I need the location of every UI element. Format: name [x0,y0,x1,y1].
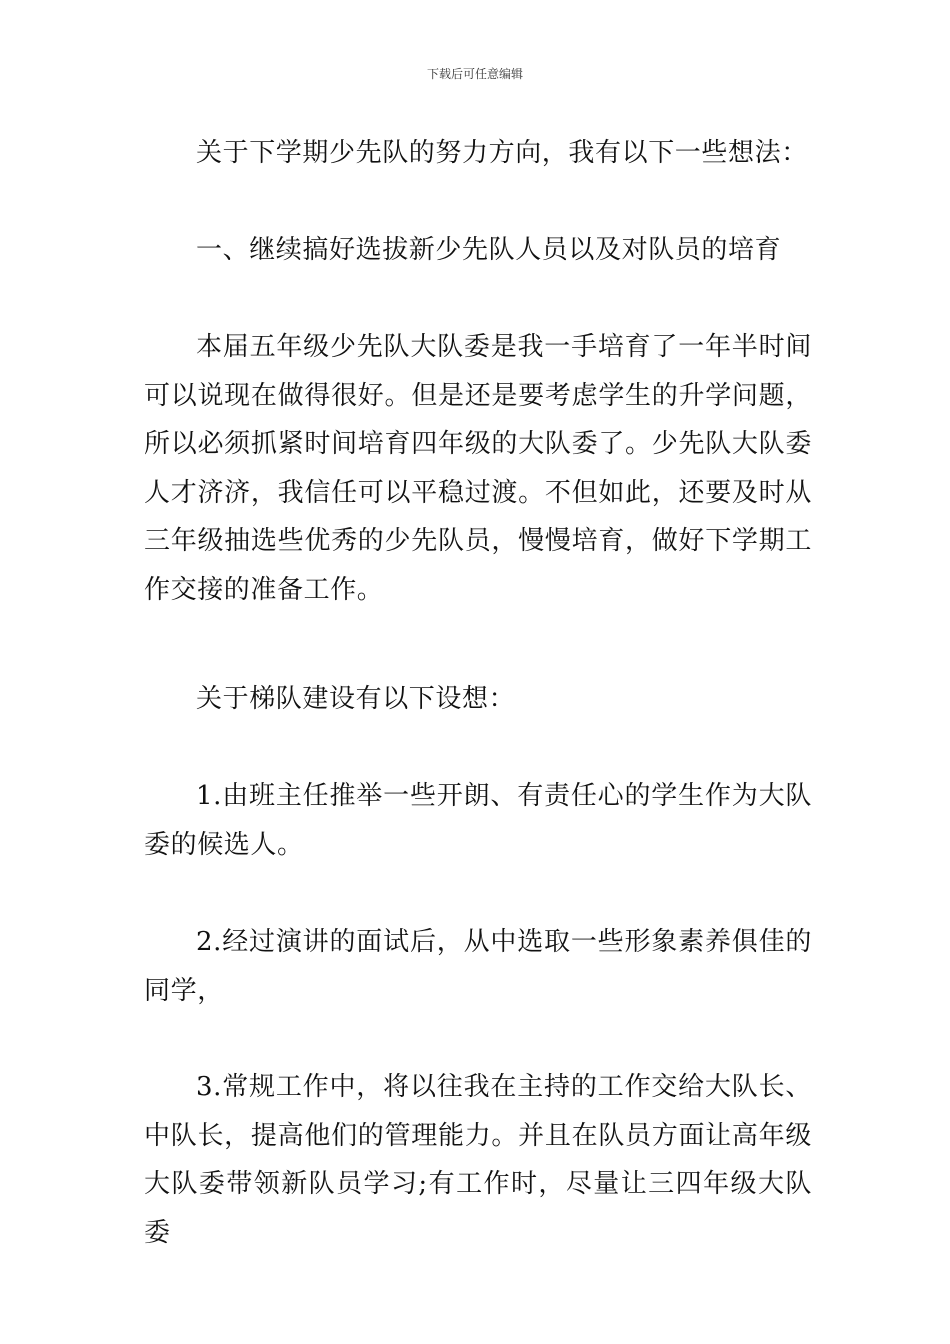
list-item-1 [144,772,812,869]
section-heading-1 [144,226,812,275]
paragraph-text: 本届五年级少先队大队委是我一手培育了一年半时间可以说现在做得很好。但是还是要考虑学生的升学问题，所以必须抓紧时间培育四年级的大队委了。少先队大队委人才济济，我信任可以平稳过渡。不但如此，还要及时从三年级抽选些优秀的少先队员，慢慢培育，做好下学期工作交接的准备工作。 [144,332,812,605]
paragraph-text: 3.常规工作中，将以往我在主持的工作交给大队长、中队长，提高他们的管理能力。并且在队员方面让高年级大队委带领新队员学习;有工作时，尽量让三四年级大队委 [144,1072,812,1248]
list-item-2 [144,918,812,1015]
paragraph-text: 关于下学期少先队的努力方向，我有以下一些想法： [196,138,808,168]
paragraph-body-1 [144,323,812,614]
page-header: 下载后可任意编辑 [426,67,523,81]
paragraph-text: 一、继续搞好选拔新少先队人员以及对队员的培育 [196,235,782,265]
paragraph-text: 1.由班主任推举一些开朗、有责任心的学生作为大队委的候选人。 [144,781,812,860]
paragraph-text: 2.经过演讲的面试后，从中选取一些形象素养俱佳的同学， [144,927,812,1006]
paragraph-intro [144,129,812,178]
list-item-3 [144,1063,812,1257]
paragraph-ladder-intro [144,675,812,724]
paragraph-text: 关于梯队建设有以下设想： [196,684,516,714]
